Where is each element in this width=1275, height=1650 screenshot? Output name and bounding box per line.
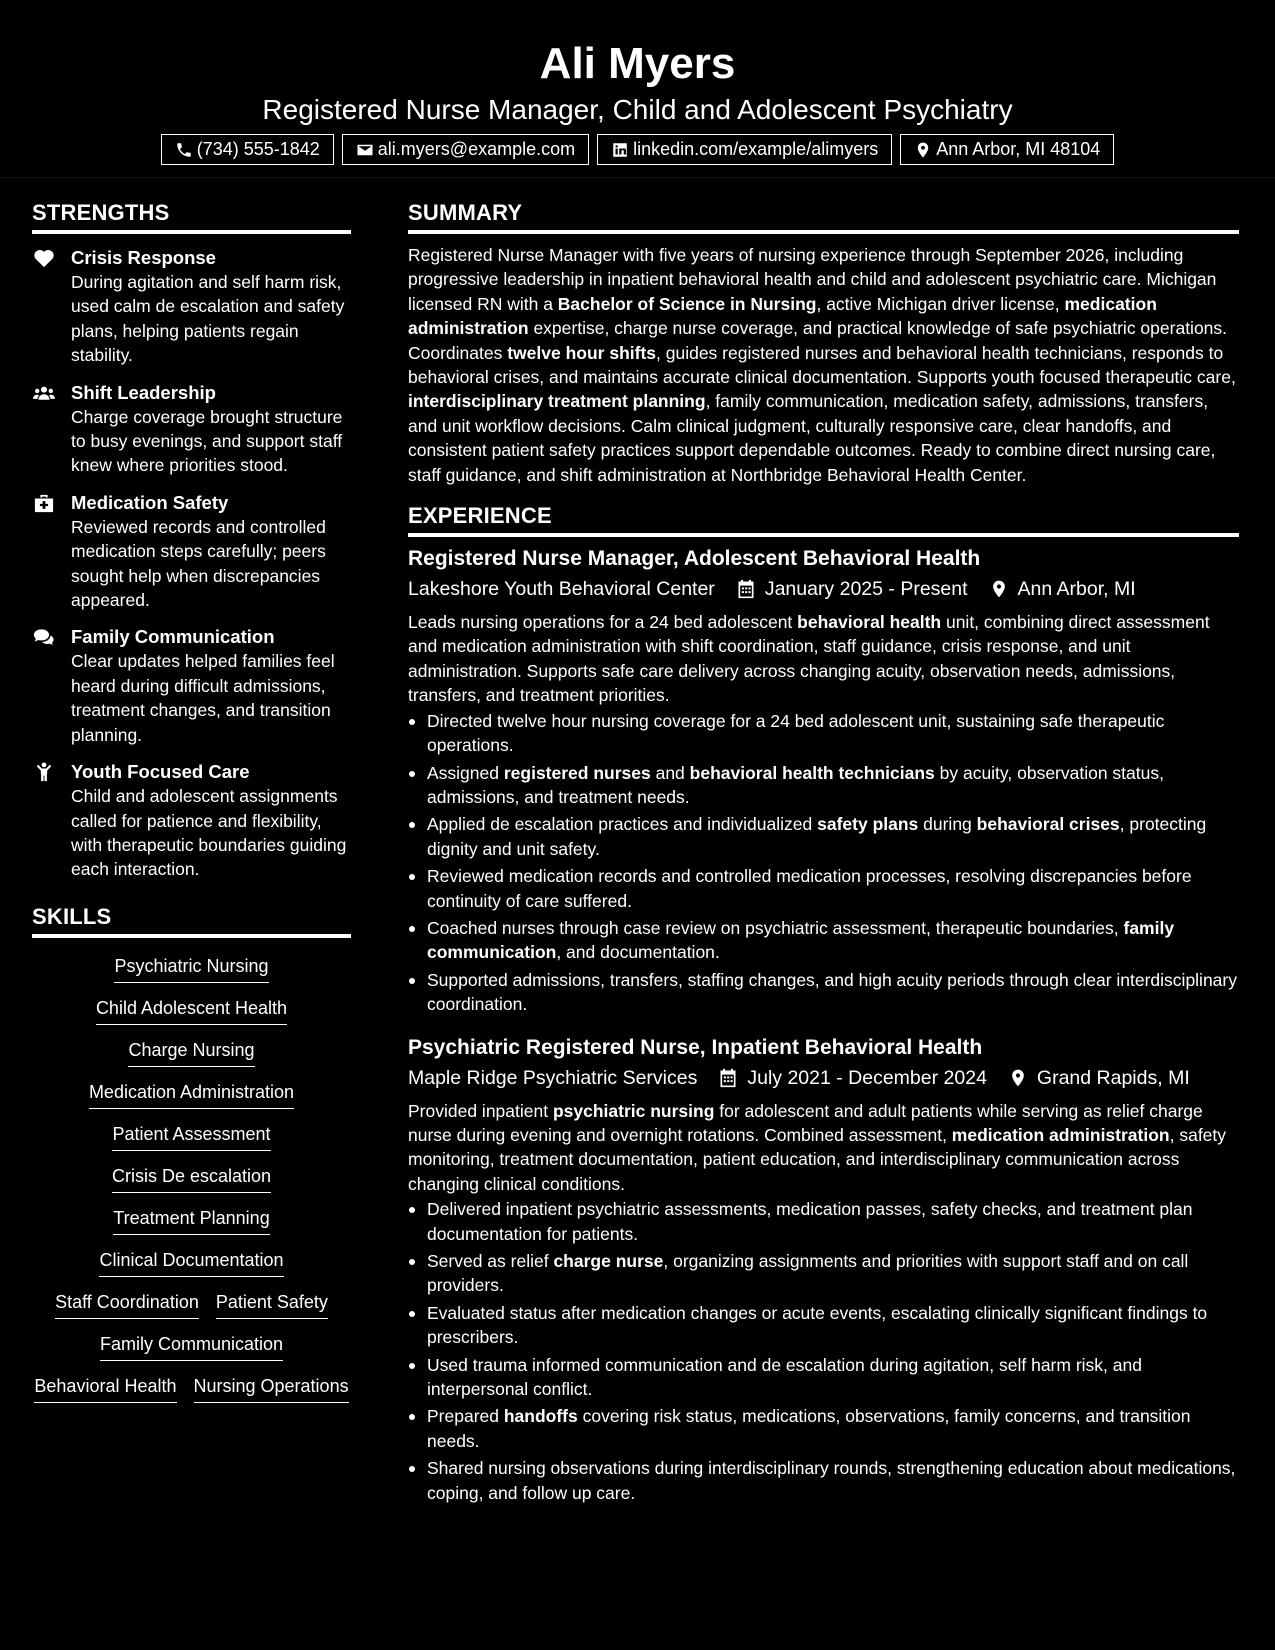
strength-item	[32, 625, 351, 747]
job-bullet	[408, 1353, 1239, 1402]
child-icon	[33, 762, 55, 782]
heart-icon	[33, 248, 55, 268]
map-pin-icon	[989, 579, 1009, 599]
job-bullets	[408, 1197, 1239, 1505]
summary-heading: SUMMARY	[408, 200, 1239, 234]
text-run: unit, combining direct assessment and medication administration with shift coordination, staff guidance, crisis response, and unit administration. Supports safe care delivery across changing acuity, observation needs, admissions, transfers, and treatment priorities.	[408, 612, 1210, 706]
text-run: Coached nurses through case review on psychiatric assessment, therapeutic boundaries,	[427, 917, 1124, 938]
candidate-name: Ali Myers	[539, 39, 736, 88]
job-title: Registered Nurse Manager, Adolescent Behavioral Health	[408, 547, 981, 571]
skill-tag: Nursing Operations	[194, 1374, 349, 1403]
skill-tag: Staff Coordination	[55, 1290, 199, 1319]
job-bullets	[408, 709, 1239, 1017]
skill-tag: Behavioral Health	[34, 1374, 176, 1403]
envelope-icon	[356, 141, 374, 159]
text-run: Served as relief	[427, 1251, 554, 1271]
text-run: Evaluated status after medication changes or acute events, escalating clinically significant findings to prescribers.	[427, 1302, 1208, 1348]
emphasis-text: twelve hour shifts	[507, 342, 657, 363]
text-run: Supported admissions, transfers, staffing changes, and high acuity periods through clear interdisciplinary coordination.	[427, 969, 1237, 1015]
contact-location[interactable]	[900, 134, 1114, 165]
text-run: covering risk status, medications, observations, family concerns, and transition needs.	[427, 1406, 1191, 1451]
calendar-icon	[736, 579, 756, 599]
skill-tag: Clinical Documentation	[99, 1248, 283, 1277]
strength-title: Crisis Response	[71, 247, 216, 268]
job-bullet	[408, 864, 1239, 913]
text-run: , guides registered nurses and behavioral health technicians, responds to behavioral crises, and maintains accurate clinical documentation. Supports youth focused therapeutic care,	[408, 342, 1236, 388]
resume-header	[0, 0, 1275, 178]
job-bullet	[408, 1456, 1239, 1505]
text-run: , and documentation.	[556, 942, 720, 963]
job-meta	[408, 576, 1239, 602]
skill-tag: Medication Administration	[89, 1080, 294, 1109]
job-description	[408, 1099, 1239, 1197]
strength-description: During agitation and self harm risk, used calm de escalation and safety plans, helping patients regain stability.	[71, 272, 345, 366]
text-run: Leads nursing operations for a 24 bed adolescent	[408, 612, 798, 633]
strength-description: Charge coverage brought structure to busy evenings, and support staff knew where priorities stood.	[71, 406, 343, 476]
text-run: , protecting dignity and unit safety.	[427, 814, 1207, 859]
skills-heading: SKILLS	[32, 904, 351, 938]
text-run: , family communication, medication safety, admissions, transfers, and unit workflow decisions. Calm clinical judgment, culturally responsive care, clear handoffs, and consistent patient safety practices support dependable outcomes. Ready to combine direct nursing care, staff guidance, and shift administration at Northbridge Behavioral Health Center.	[408, 391, 1216, 485]
text-run: Used trauma informed communication and de escalation during agitation, self harm risk, and interpersonal conflict.	[427, 1354, 1142, 1400]
text-run: expertise, charge nurse coverage, and practical knowledge of safe psychiatric operations. Coordinates	[408, 318, 1228, 363]
job-bullet	[408, 761, 1239, 810]
chat-bubbles-icon	[33, 627, 55, 647]
emphasis-text: psychiatric nursing	[552, 1100, 715, 1121]
text-run: by acuity, observation status, admissions, and treatment needs.	[427, 762, 1164, 807]
emphasis-text: behavioral health technicians	[689, 762, 935, 783]
job-meta	[408, 1065, 1239, 1091]
skill-tag: Patient Assessment	[112, 1122, 270, 1151]
text-run: Delivered inpatient psychiatric assessments, medication passes, safety checks, and treatment plan documentation for patients.	[427, 1199, 1193, 1244]
job-company: Maple Ridge Psychiatric Services	[408, 1066, 698, 1089]
contact-text: (734) 555-1842	[196, 139, 320, 159]
text-run: , active Michigan driver license,	[816, 293, 1065, 314]
strength-item	[32, 491, 351, 613]
users-icon	[33, 383, 55, 403]
strength-item	[32, 381, 351, 478]
contact-phone[interactable]	[161, 134, 334, 165]
skill-tag: Psychiatric Nursing	[114, 954, 268, 983]
emphasis-text: interdisciplinary treatment planning	[408, 391, 706, 412]
text-run: Assigned	[427, 762, 504, 783]
job-entry	[408, 1035, 1239, 1506]
emphasis-text: medication administration	[951, 1124, 1170, 1145]
job-bullet	[408, 1404, 1239, 1453]
text-run: for adolescent and adult patients while serving as relief charge nurse during evening and overnight rotations. Combined assessment,	[408, 1100, 1203, 1145]
emphasis-text: handoffs	[503, 1406, 578, 1427]
right-column	[408, 200, 1239, 1508]
emphasis-text: Bachelor of Science in Nursing	[557, 293, 817, 314]
emphasis-text: behavioral health	[797, 612, 942, 633]
job-dates: July 2021 - December 2024	[747, 1066, 987, 1089]
contact-text: ali.myers@example.com	[377, 139, 576, 159]
emphasis-text: family communication	[427, 917, 1175, 963]
strength-title: Youth Focused Care	[71, 761, 250, 783]
skill-tag: Treatment Planning	[113, 1206, 269, 1235]
phone-icon	[175, 141, 193, 159]
text-run: Applied de escalation practices and individualized	[427, 814, 818, 835]
map-pin-icon	[914, 141, 932, 159]
skill-tag: Charge Nursing	[128, 1038, 254, 1067]
text-run: , organizing assignments and priorities with support staff and on call providers.	[427, 1251, 1189, 1296]
skill-tag: Crisis De escalation	[112, 1164, 271, 1193]
job-title: Psychiatric Registered Nurse, Inpatient Behavioral Health	[408, 1035, 983, 1059]
skill-tag: Patient Safety	[216, 1290, 328, 1319]
text-run: Reviewed medication records and controlled medication processes, resolving discrepancies before continuity of care suffered.	[427, 866, 1192, 911]
job-bullet	[408, 709, 1239, 758]
emphasis-text: registered nurses	[503, 762, 651, 783]
emphasis-text: charge nurse	[553, 1251, 664, 1271]
strength-title: Medication Safety	[71, 491, 229, 513]
strength-title: Shift Leadership	[71, 381, 216, 403]
map-pin-icon	[1008, 1068, 1028, 1088]
strength-description: Child and adolescent assignments called for patience and flexibility, with therapeutic boundaries guiding each interaction.	[71, 786, 347, 880]
summary-paragraph	[408, 243, 1239, 487]
emphasis-text: behavioral crises	[976, 814, 1120, 835]
job-bullet	[408, 1197, 1239, 1246]
text-run: Registered Nurse Manager with five years of nursing experience through September 2026, including progressive leadership in inpatient behavioral health and child and adolescent psychiatric care. Michigan licensed RN with a	[408, 245, 1217, 314]
text-run: , safety monitoring, treatment documentation, patient education, and interdisciplinary communication across changing clinical conditions.	[408, 1124, 1227, 1194]
strength-item	[32, 760, 351, 882]
text-run: during	[918, 814, 977, 835]
job-bullet	[408, 1301, 1239, 1350]
job-bullet	[408, 812, 1239, 861]
text-run: and	[650, 762, 690, 783]
strengths-heading: STRENGTHS	[32, 200, 351, 234]
linkedin-icon	[611, 141, 629, 159]
job-description	[408, 610, 1239, 708]
contact-text: Ann Arbor, MI 48104	[936, 139, 1101, 159]
contact-linkedin[interactable]	[597, 134, 892, 165]
skill-tag: Child Adolescent Health	[96, 996, 287, 1025]
strength-description: Reviewed records and controlled medication steps carefully; peers sought help when discrepancies appeared.	[71, 516, 326, 611]
medical-kit-icon	[33, 493, 55, 513]
text-run: Directed twelve hour nursing coverage for a 24 bed adolescent unit, sustaining safe therapeutic operations.	[427, 710, 1165, 756]
strength-item	[32, 246, 351, 368]
job-company: Lakeshore Youth Behavioral Center	[408, 578, 715, 601]
job-location: Grand Rapids, MI	[1036, 1066, 1190, 1089]
contact-email[interactable]	[342, 134, 589, 165]
experience-heading: EXPERIENCE	[408, 503, 1239, 537]
job-location: Ann Arbor, MI	[1017, 578, 1136, 601]
text-run: Shared nursing observations during interdisciplinary rounds, strengthening education about medications, coping, and follow up care.	[427, 1458, 1236, 1503]
skills-list	[32, 954, 351, 1403]
text-run: Prepared	[427, 1406, 504, 1427]
emphasis-text: safety plans	[817, 814, 919, 835]
skill-tag: Family Communication	[100, 1332, 283, 1361]
contact-text: linkedin.com/example/alimyers	[633, 139, 879, 159]
strength-description: Clear updates helped families feel heard during difficult admissions, treatment changes, and transition planning.	[71, 651, 335, 745]
contact-bar	[0, 134, 1275, 165]
strengths-list	[32, 246, 351, 882]
text-run: Provided inpatient	[408, 1100, 553, 1121]
job-dates: January 2025 - Present	[764, 578, 968, 601]
job-bullet	[408, 1249, 1239, 1298]
left-column	[32, 200, 351, 1403]
emphasis-text: medication administration	[408, 293, 1157, 339]
calendar-icon	[718, 1068, 738, 1088]
candidate-headline: Registered Nurse Manager, Child and Adolescent Psychiatry	[262, 94, 1013, 125]
job-bullet	[408, 968, 1239, 1017]
job-bullet	[408, 916, 1239, 965]
strength-title: Family Communication	[71, 626, 275, 648]
job-entry	[408, 546, 1239, 1017]
